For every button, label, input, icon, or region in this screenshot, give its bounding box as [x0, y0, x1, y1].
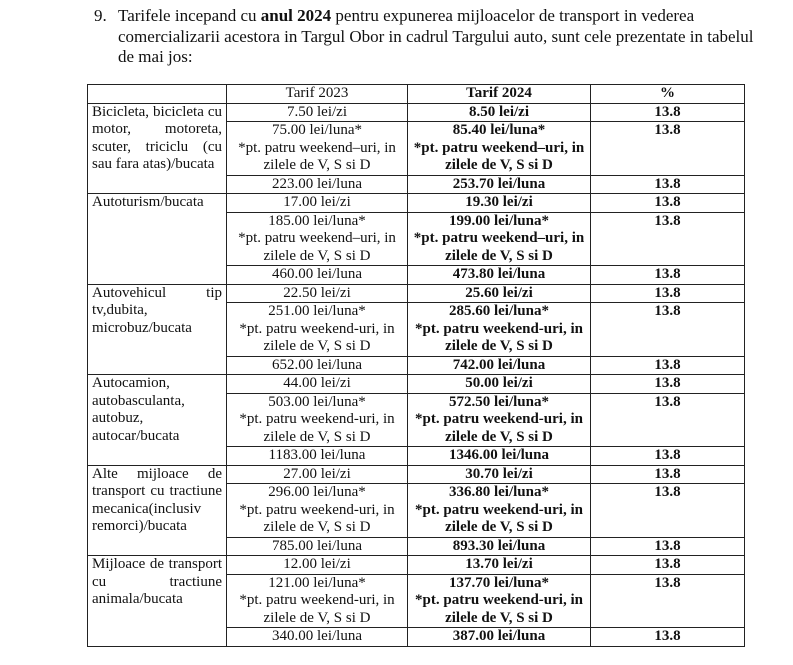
tariff-value: 137.70 lei/luna*	[448, 574, 549, 591]
tariff-value: 223.00 lei/luna	[272, 175, 362, 192]
tarif-2023-cell	[227, 375, 408, 394]
tarif-2024-cell	[408, 484, 591, 538]
percent-cell: 13.8	[591, 284, 745, 303]
tarif-2023-cell	[227, 266, 408, 285]
percent-cell: 13.8	[591, 103, 745, 122]
tarif-2023-cell	[227, 484, 408, 538]
tarif-2023-cell	[227, 212, 408, 266]
tarif-2024-cell	[408, 284, 591, 303]
tariff-value: 27.00 lei/zi	[283, 465, 351, 482]
tariff-note: *pt. patru weekend-uri, in zilele de V, S si D	[239, 411, 395, 445]
table-row	[88, 284, 745, 303]
tarif-2023-cell	[227, 628, 408, 647]
tariff-value: 199.00 lei/luna*	[448, 212, 549, 229]
tariff-value: 652.00 lei/luna	[272, 356, 362, 373]
percent-cell: 13.8	[591, 447, 745, 466]
tariff-value: 251.00 lei/luna*	[268, 303, 366, 319]
tarif-2023-cell	[227, 356, 408, 375]
header-tarif-2023: Tarif 2023	[227, 85, 408, 104]
tarif-2024-cell	[408, 375, 591, 394]
tariff-note: *pt. patru weekend-uri, in zilele de V, S si D	[415, 592, 583, 626]
tariff-value: 572.50 lei/luna*	[448, 393, 549, 410]
tariff-note: *pt. patru weekend-uri, in zilele de V, S si D	[415, 411, 583, 445]
intro-paragraph	[94, 6, 754, 68]
tariff-value: 44.00 lei/zi	[283, 375, 351, 391]
tariff-value: 503.00 lei/luna*	[268, 393, 366, 410]
tariff-value: 85.40 lei/luna*	[452, 122, 546, 138]
table-row	[88, 465, 745, 484]
tariff-value: 742.00 lei/luna	[452, 356, 546, 373]
tariff-note: *pt. patru weekend-uri, in zilele de V, S si D	[239, 592, 395, 626]
intro-text-bold: anul 2024	[260, 6, 332, 25]
percent-cell: 13.8	[591, 393, 745, 447]
tarif-2023-cell	[227, 284, 408, 303]
tarif-2023-cell	[227, 175, 408, 194]
table-row	[88, 556, 745, 575]
category-cell: Autoturism/bucata	[88, 194, 227, 285]
percent-cell: 13.8	[591, 266, 745, 285]
tariff-value: 340.00 lei/luna	[272, 628, 362, 644]
category-cell: Autovehicul tip tv,dubita, microbuz/bucata	[88, 284, 227, 375]
category-cell: Alte mijloace de transport cu tractiune mecanica(inclusiv remorci)/bucata	[88, 465, 227, 556]
tariff-value: 13.70 lei/zi	[465, 556, 533, 572]
tariff-value: 19.30 lei/zi	[465, 194, 533, 210]
table-body	[88, 103, 745, 646]
tariff-value: 50.00 lei/zi	[465, 375, 533, 391]
tarif-2024-cell	[408, 212, 591, 266]
tariff-note: *pt. patru weekend-uri, in zilele de V, S si D	[415, 320, 583, 354]
tarif-2024-cell	[408, 574, 591, 628]
tariff-value: 30.70 lei/zi	[465, 465, 533, 482]
tarif-2024-cell	[408, 266, 591, 285]
tarif-2023-cell	[227, 447, 408, 466]
intro-text	[118, 6, 754, 68]
percent-cell: 13.8	[591, 465, 745, 484]
intro-text-part2: pentru expunerea mijloacelor de transport in vederea comercializarii acestora in Targul Obor in cadrul Targului auto, sunt cele prezentate in tabelul de mai jos:	[118, 6, 754, 66]
percent-cell: 13.8	[591, 122, 745, 176]
percent-cell: 13.8	[591, 194, 745, 213]
percent-cell: 13.8	[591, 484, 745, 538]
tariff-value: 296.00 lei/luna*	[268, 484, 366, 500]
tarif-2024-cell	[408, 303, 591, 357]
tariff-value: 25.60 lei/zi	[465, 284, 533, 301]
tariff-value: 1346.00 lei/luna	[448, 447, 549, 463]
tariff-value: 17.00 lei/zi	[283, 194, 351, 210]
percent-cell: 13.8	[591, 303, 745, 357]
tarif-2024-cell	[408, 465, 591, 484]
tariff-value: 22.50 lei/zi	[283, 284, 351, 301]
percent-cell: 13.8	[591, 375, 745, 394]
tariff-value: 285.60 lei/luna*	[448, 303, 549, 319]
percent-cell: 13.8	[591, 356, 745, 375]
tariff-value: 893.30 lei/luna	[452, 537, 546, 554]
tariff-table	[87, 84, 745, 647]
percent-cell: 13.8	[591, 175, 745, 194]
tariff-value: 387.00 lei/luna	[452, 628, 546, 644]
tarif-2024-cell	[408, 122, 591, 176]
category-cell: Autocamion, autobasculanta, autobuz, autocar/bucata	[88, 375, 227, 466]
tariff-note: *pt. patru weekend–uri, in zilele de V, S si D	[238, 139, 396, 173]
header-category	[88, 85, 227, 104]
tariff-value: 785.00 lei/luna	[272, 537, 362, 554]
tariff-note: *pt. patru weekend-uri, in zilele de V, S si D	[239, 320, 395, 354]
tariff-note: *pt. patru weekend-uri, in zilele de V, S si D	[415, 501, 583, 535]
item-number: 9.	[94, 6, 107, 25]
tarif-2024-cell	[408, 447, 591, 466]
tariff-value: 121.00 lei/luna*	[268, 574, 366, 591]
tarif-2024-cell	[408, 628, 591, 647]
tarif-2024-cell	[408, 194, 591, 213]
table-row	[88, 194, 745, 213]
tarif-2024-cell	[408, 103, 591, 122]
tariff-value: 8.50 lei/zi	[469, 103, 529, 120]
tarif-2024-cell	[408, 393, 591, 447]
tariff-value: 473.80 lei/luna	[452, 266, 546, 282]
tariff-note: *pt. patru weekend–uri, in zilele de V, S si D	[413, 139, 585, 173]
percent-cell: 13.8	[591, 628, 745, 647]
tariff-note: *pt. patru weekend–uri, in zilele de V, S si D	[238, 230, 396, 264]
tariff-note: *pt. patru weekend-uri, in zilele de V, S si D	[239, 501, 395, 535]
percent-cell: 13.8	[591, 574, 745, 628]
tariff-value: 7.50 lei/zi	[287, 103, 347, 120]
tarif-2023-cell	[227, 556, 408, 575]
tarif-2023-cell	[227, 393, 408, 447]
tarif-2024-cell	[408, 356, 591, 375]
tariff-value: 12.00 lei/zi	[283, 556, 351, 572]
tarif-2023-cell	[227, 122, 408, 176]
tariff-value: 336.80 lei/luna*	[448, 484, 549, 500]
percent-cell: 13.8	[591, 556, 745, 575]
table-header-row	[88, 85, 745, 104]
tarif-2024-cell	[408, 175, 591, 194]
tariff-note: *pt. patru weekend–uri, in zilele de V, S si D	[413, 230, 585, 264]
tariff-value: 75.00 lei/luna*	[272, 122, 362, 138]
tarif-2023-cell	[227, 303, 408, 357]
intro-text-part1: Tarifele incepand cu	[118, 6, 261, 25]
tarif-2024-cell	[408, 556, 591, 575]
percent-cell: 13.8	[591, 212, 745, 266]
percent-cell: 13.8	[591, 537, 745, 556]
header-tarif-2024: Tarif 2024	[408, 85, 591, 104]
tarif-2023-cell	[227, 103, 408, 122]
tariff-value: 1183.00 lei/luna	[268, 447, 366, 463]
tariff-value: 253.70 lei/luna	[452, 175, 546, 192]
tarif-2023-cell	[227, 537, 408, 556]
tariff-value: 185.00 lei/luna*	[268, 212, 366, 229]
tariff-value: 460.00 lei/luna	[272, 266, 362, 282]
table-row	[88, 375, 745, 394]
tarif-2024-cell	[408, 537, 591, 556]
header-percent: %	[591, 85, 745, 104]
category-cell: Bicicleta, bicicleta cu motor, motoreta, scuter, triciclu (cu sau fara atas)/bucata	[88, 103, 227, 194]
tarif-2023-cell	[227, 465, 408, 484]
category-cell: Mijloace de transport cu tractiune animala/bucata	[88, 556, 227, 647]
table-row	[88, 103, 745, 122]
tarif-2023-cell	[227, 194, 408, 213]
tarif-2023-cell	[227, 574, 408, 628]
